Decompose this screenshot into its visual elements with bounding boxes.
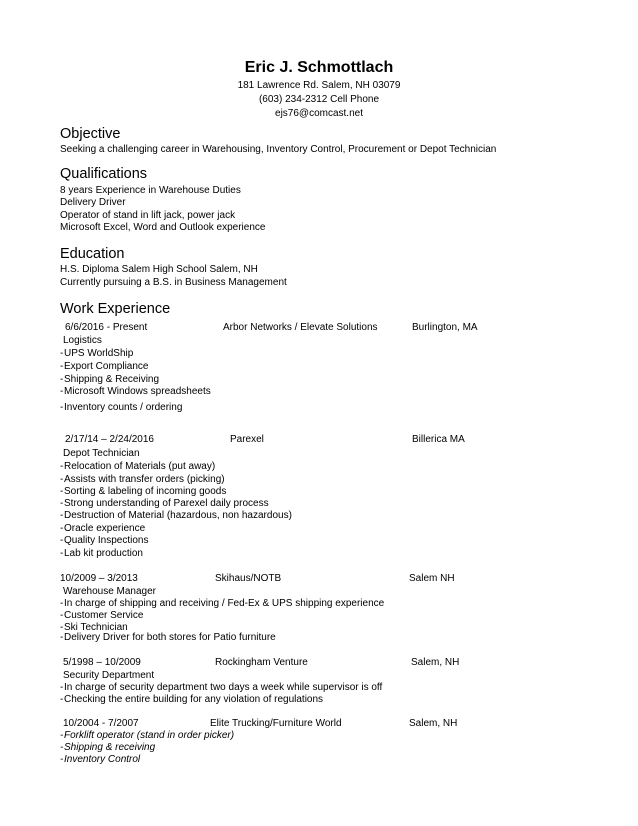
email-line: ejs76@comcast.net — [275, 108, 363, 119]
job-bullet: -Quality Inspections — [60, 535, 149, 546]
job-location: Salem, NH — [411, 657, 460, 668]
job-dates: 2/17/14 – 2/24/2016 — [65, 434, 154, 445]
objective-text: Seeking a challenging career in Warehousing, Inventory Control, Procurement or Depot Technician — [60, 144, 497, 155]
qualification-item: Delivery Driver — [60, 197, 126, 208]
job-location: Salem, NH — [409, 718, 458, 729]
job-bullet: -Microsoft Windows spreadsheets — [60, 386, 211, 397]
job-bullet: -Delivery Driver for both stores for Patio furniture — [60, 632, 276, 643]
job-dates: 5/1998 – 10/2009 — [63, 657, 141, 668]
qualification-item: Microsoft Excel, Word and Outlook experience — [60, 222, 266, 233]
job-bullet: -Relocation of Materials (put away) — [60, 461, 216, 472]
job-bullet: -Strong understanding of Parexel daily process — [60, 498, 269, 509]
resume-name: Eric J. Schmottlach — [244, 59, 394, 76]
address-line: 181 Lawrence Rd. Salem, NH 03079 — [237, 80, 401, 91]
job-company: Rockingham Venture — [215, 657, 308, 668]
job-bullet: -Inventory counts / ordering — [60, 402, 183, 413]
job-bullet: -In charge of shipping and receiving / Fed-Ex & UPS shipping experience — [60, 598, 385, 609]
job-bullet: -Sorting & labeling of incoming goods — [60, 486, 227, 497]
job-company: Elite Trucking/Furniture World — [210, 718, 342, 729]
job-bullet: -UPS WorldShip — [60, 348, 134, 359]
job-bullet: -Shipping & receiving — [60, 742, 156, 753]
job-bullet: -Oracle experience — [60, 523, 146, 534]
job-bullet: -Checking the entire building for any violation of regulations — [60, 694, 324, 705]
job-bullet: -Shipping & Receiving — [60, 374, 160, 385]
job-company: Skihaus/NOTB — [215, 573, 282, 584]
qualification-item: Operator of stand in lift jack, power jack — [60, 210, 236, 221]
job-title: Security Department — [63, 670, 155, 681]
objective-heading: Objective — [60, 126, 121, 142]
job-bullet: -In charge of security department two days a week while supervisor is off — [60, 682, 383, 693]
job-title: Warehouse Manager — [63, 586, 157, 597]
job-bullet: -Assists with transfer orders (picking) — [60, 474, 225, 485]
job-bullet: -Lab kit production — [60, 548, 143, 559]
job-dates: 10/2004 - 7/2007 — [63, 718, 139, 729]
job-bullet: -Customer Service — [60, 610, 144, 621]
job-location: Burlington, MA — [412, 322, 478, 333]
job-bullet: -Destruction of Material (hazardous, non hazardous) — [60, 510, 292, 521]
job-location: Salem NH — [409, 573, 455, 584]
qualifications-heading: Qualifications — [60, 166, 148, 182]
education-item: H.S. Diploma Salem High School Salem, NH — [60, 264, 258, 275]
job-company: Arbor Networks / Elevate Solutions — [223, 322, 378, 333]
qualification-item: 8 years Experience in Warehouse Duties — [60, 185, 241, 196]
education-heading: Education — [60, 246, 125, 262]
job-location: Billerica MA — [412, 434, 465, 445]
job-dates: 6/6/2016 - Present — [65, 322, 148, 333]
job-bullet: -Ski Technician — [60, 622, 128, 633]
education-item: Currently pursuing a B.S. in Business Management — [60, 277, 287, 288]
job-bullet: -Export Compliance — [60, 361, 149, 372]
job-bullet: -Forklift operator (stand in order picker) — [60, 730, 235, 741]
work-heading: Work Experience — [60, 301, 171, 317]
phone-line: (603) 234-2312 Cell Phone — [258, 94, 380, 105]
job-company: Parexel — [230, 434, 264, 445]
job-title: Depot Technician — [63, 448, 140, 459]
job-title: Logistics — [63, 335, 102, 346]
job-dates: 10/2009 – 3/2013 — [60, 573, 138, 584]
job-bullet: -Inventory Control — [60, 754, 141, 765]
